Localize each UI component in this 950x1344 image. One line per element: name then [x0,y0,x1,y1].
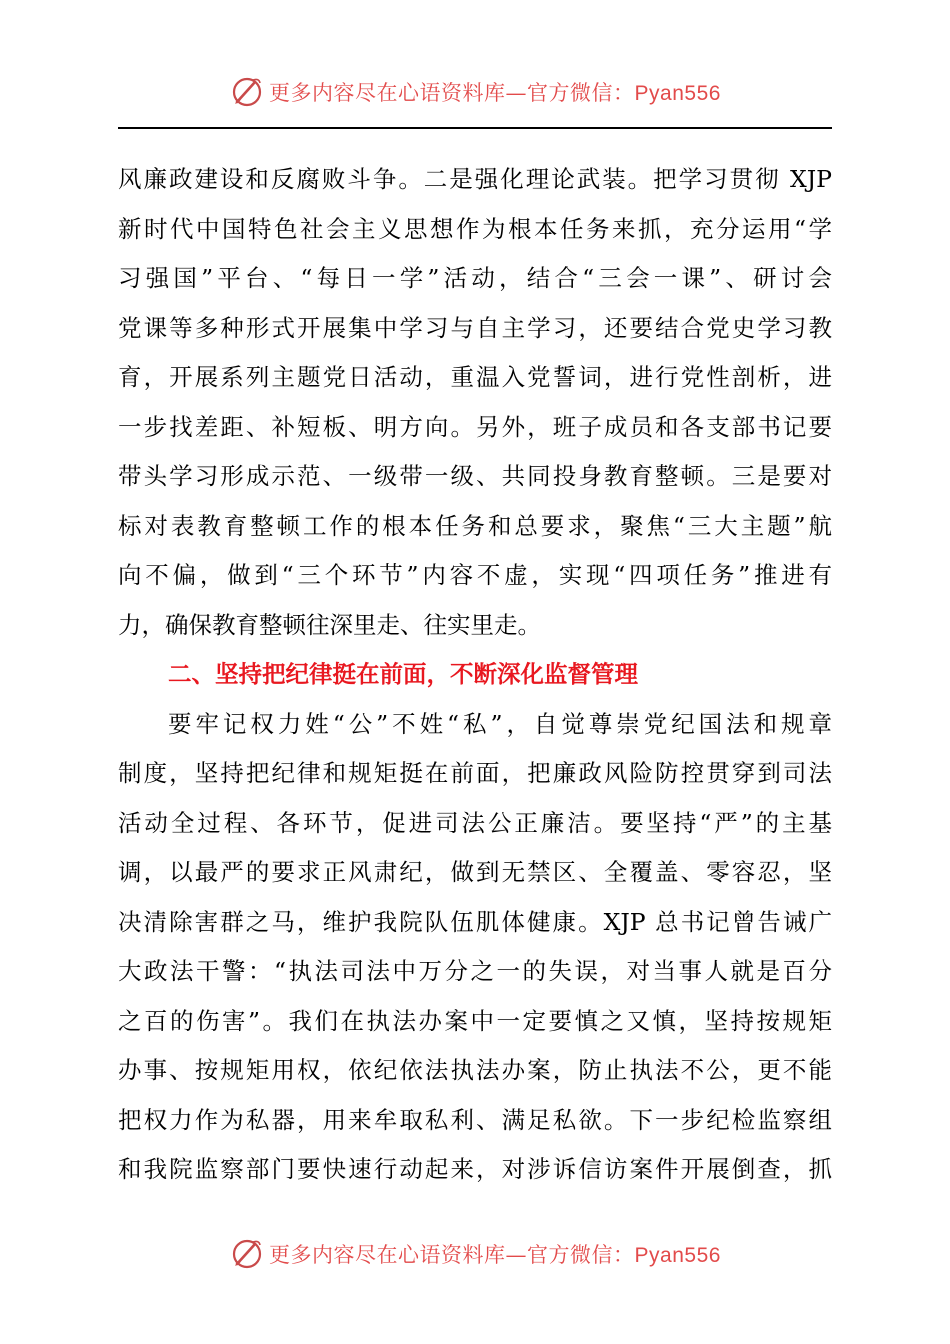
banner-text-cn: 更多内容尽在心语资料库—官方微信： [269,81,635,105]
pen-circle-logo-icon [229,74,265,110]
paragraph-line: 把权力作为私器，用来牟取私利、满足私欲。下一步纪检监察组 [118,1105,832,1134]
paragraph-line: 向不偏，做到“三个环节”内容不虚，实现“四项任务”推进有 [118,561,832,589]
paragraph-line: 大政法干警：“执法司法中万分之一的失误，对当事人就是百分 [118,957,832,985]
paragraph-line: 力，确保教育整顿往深里走、往实里走。 [118,610,541,639]
paragraph-line: 要牢记权力姓“公”不姓“私”，自觉尊崇党纪国法和规章 [168,709,832,738]
footer-banner [0,1232,950,1276]
paragraph-line: 和我院监察部门要快速行动起来，对涉诉信访案件开展倒查，抓 [118,1155,832,1183]
paragraph-line: 制度，坚持把纪律和规矩挺在前面，把廉政风险防控贯穿到司法 [118,759,832,787]
paragraph-line: 带头学习形成示范、一级带一级、共同投身教育整顿。三是要对 [118,462,832,490]
paragraph-line: 育，开展系列主题党日活动，重温入党誓词，进行党性剖析，进 [118,363,832,391]
paragraph-line: 党课等多种形式开展集中学习与自主学习，还要结合党史学习教 [118,313,832,342]
paragraph-line: 之百的伤害”。我们在执法办案中一定要慎之又慎，坚持按规矩 [118,1006,832,1035]
paragraph-line: 标对表教育整顿工作的根本任务和总要求，聚焦“三大主题”航 [118,511,832,540]
paragraph-line: 活动全过程、各环节，促进司法公正廉洁。要坚持“严”的主基 [118,808,832,837]
paragraph-line: 风廉政建设和反腐败斗争。二是强化理论武装。把学习贯彻 XJP [118,165,832,193]
paragraph-line: 习强国”平台、“每日一学”活动，结合“三会一课”、研讨会 [118,264,832,292]
paragraph-line: 办事、按规矩用权，依纪依法执法办案，防止执法不公，更不能 [118,1056,832,1084]
header-banner [0,70,950,114]
header-divider [118,127,832,129]
banner-wechat-id: Pyan556 [634,1244,721,1267]
document-body [118,155,832,1195]
banner-text-cn: 更多内容尽在心语资料库—官方微信： [269,1243,635,1267]
paragraph-line: 决清除害群之马，维护我院队伍肌体健康。XJP 总书记曾告诫广 [118,907,832,936]
paragraph-line: 一步找差距、补短板、明方向。另外，班子成员和各支部书记要 [118,412,832,441]
banner-wechat-id: Pyan556 [634,82,721,105]
banner-text [269,1239,721,1269]
paragraph-line: 新时代中国特色社会主义思想作为根本任务来抓，充分运用“学 [118,214,832,243]
section-heading: 二、坚持把纪律挺在前面，不断深化监督管理 [168,660,638,688]
paragraph-line: 调，以最严的要求正风肃纪，做到无禁区、全覆盖、零容忍，坚 [118,858,832,886]
banner-text [269,77,721,107]
pen-circle-logo-icon [229,1236,265,1272]
